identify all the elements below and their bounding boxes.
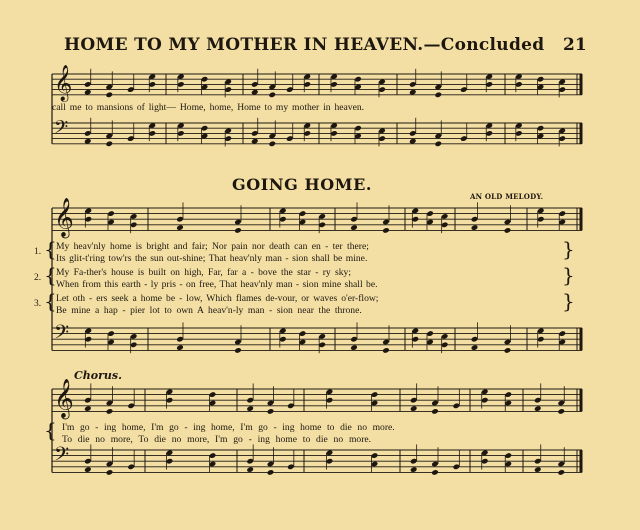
note-head	[106, 408, 114, 415]
verse-line: Be mine a hap - pier lot to own A heav'n-ly man - sion near the throne.	[56, 305, 362, 316]
note-head	[410, 405, 418, 412]
bass-clef: 𝄢	[54, 320, 70, 349]
note-head	[105, 141, 113, 148]
verse-brace: {	[44, 237, 57, 261]
note-head	[350, 224, 358, 231]
chorus-line: To die no more, To die no more, I'm go - ing home to die no more.	[62, 434, 372, 445]
note-head	[471, 224, 479, 231]
note-head	[234, 347, 242, 354]
verse-brace-right: }	[562, 289, 575, 313]
note-head	[268, 141, 276, 148]
song-title: GOING HOME.	[232, 175, 373, 194]
verse-line: My heav'nly home is bright and fair; Nor pain nor death can en - ter there;	[56, 241, 369, 252]
note-head	[234, 227, 242, 234]
verse-line: Let oth - ers seek a home be - low, Which flames de-vour, or waves o'er-flow;	[56, 293, 379, 304]
note-head	[471, 344, 479, 351]
system1-lyric: call me to mansions of light— Home, home, Home to my mother in heaven.	[52, 102, 365, 113]
treble-clef: 𝄞	[54, 197, 74, 237]
note-head	[434, 92, 442, 99]
page-header-title: HOME TO MY MOTHER IN HEAVEN.—Concluded	[64, 35, 545, 55]
note-head	[84, 466, 92, 473]
verse-number: 1.	[34, 247, 42, 257]
bass-clef: 𝄢	[54, 442, 70, 471]
verse-brace-right: }	[562, 263, 575, 287]
note-head	[105, 92, 113, 99]
note-head	[504, 227, 512, 234]
song-attribution: AN OLD MELODY.	[470, 192, 544, 201]
verse-line: Its glit-t'ring tow'rs the sun out-shine; That heav'nly man - sion shall be mine.	[56, 253, 368, 264]
note-head	[557, 469, 565, 476]
note-head	[84, 405, 92, 412]
verse-brace: {	[44, 289, 57, 313]
note-head	[267, 408, 275, 415]
chorus-brace: {	[44, 418, 57, 442]
verse-line: My Fa-ther's house is built on high, Far, far a - bove the star - ry sky;	[56, 267, 351, 278]
note-head	[382, 347, 390, 354]
verse-brace-right: }	[562, 237, 575, 261]
note-head	[267, 469, 275, 476]
note-head	[246, 466, 254, 473]
note-head	[434, 141, 442, 148]
treble-clef: 𝄞	[54, 65, 73, 102]
note-head	[534, 466, 542, 473]
note-head	[350, 344, 358, 351]
verse-number: 3.	[34, 299, 42, 309]
note-head	[176, 224, 184, 231]
chorus-label: Chorus.	[74, 369, 122, 382]
note-head	[246, 405, 254, 412]
verse-line: When from this earth - ly pris - on free, That heav'nly man - sion mine shall be.	[56, 279, 378, 290]
treble-clef: 𝄞	[54, 378, 74, 418]
chorus-line: I'm go - ing home, I'm go - ing home, I'm go - ing home to die no more.	[62, 422, 395, 433]
note-head	[410, 466, 418, 473]
verse-number: 2.	[34, 273, 42, 283]
note-head	[382, 227, 390, 234]
verse-brace: {	[44, 263, 57, 287]
note-head	[268, 92, 276, 99]
page-number: 21	[563, 35, 587, 55]
note-head	[557, 408, 565, 415]
note-head	[431, 408, 439, 415]
bass-clef: 𝄢	[54, 117, 69, 143]
note-head	[534, 405, 542, 412]
note-head	[431, 469, 439, 476]
note-head	[106, 469, 114, 476]
note-head	[504, 347, 512, 354]
note-head	[176, 344, 184, 351]
